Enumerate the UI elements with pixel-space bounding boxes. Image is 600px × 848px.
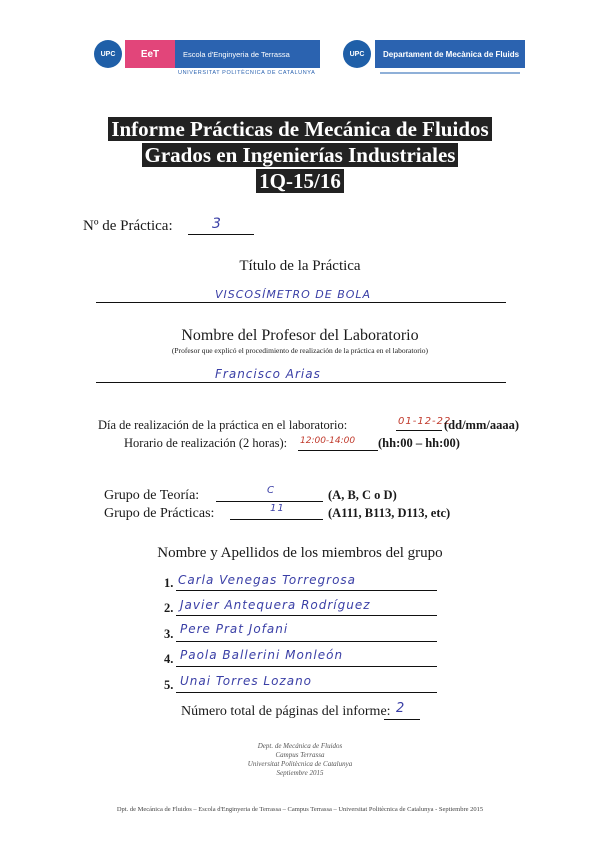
member-line [176, 615, 437, 616]
department-underline [380, 72, 520, 74]
member-name: Unai Torres Lozano [180, 674, 313, 688]
date-line [396, 430, 442, 431]
pages-label: Número total de páginas del informe: [181, 704, 391, 719]
pages-value: 2 [396, 701, 406, 716]
practice-number-line [188, 234, 254, 235]
stamp-line-2: Campus Terrassa [275, 751, 325, 759]
member-line [176, 666, 437, 667]
eet-logo: EeT [125, 40, 175, 68]
stamp-line-4: Septiembre 2015 [276, 769, 324, 777]
stamp-line-1: Dept. de Mecánica de Fluidos [257, 742, 343, 750]
upc-logo-left: UPC [94, 40, 122, 68]
member-number: 2. [164, 601, 174, 615]
member-line [176, 590, 437, 591]
theory-group-line [216, 501, 323, 502]
school-banner: Escola d'Enginyeria de Terrassa [175, 40, 320, 68]
university-subtitle: UNIVERSITAT POLITÈCNICA DE CATALUNYA [178, 70, 316, 76]
practice-title-label: Título de la Práctica [239, 258, 361, 274]
member-line [176, 641, 437, 642]
member-number: 1. [164, 576, 174, 590]
practice-number-value: 3 [212, 216, 222, 232]
date-label: Día de realización de la práctica en el laboratorio: [98, 418, 348, 432]
member-number: 4. [164, 652, 174, 666]
practice-group-value: 11 [270, 503, 285, 514]
member-name: Javier Antequera Rodríguez [180, 598, 371, 612]
practice-group-line [230, 519, 323, 520]
member-name: Carla Venegas Torregrosa [178, 573, 357, 587]
schedule-line [298, 450, 378, 451]
department-banner: Departament de Mecànica de Fluids [375, 40, 525, 68]
stamp-line-3: Universitat Politècnica de Catalunya [247, 760, 353, 768]
member-name: Pere Prat Jofani [180, 622, 289, 636]
title-line-1: Informe Prácticas de Mecánica de Fluidos [0, 117, 600, 141]
schedule-value: 12:00-14:00 [300, 436, 356, 446]
professor-value: Francisco Arias [215, 367, 321, 381]
page-footer: Dpt. de Mecánica de Fluidos – Escola d'Enginyeria de Terrassa – Campus Terrassa – Universitat Politècnica de Catalunya - Septiembre 2015 [116, 806, 484, 813]
schedule-label: Horario de realización (2 horas): [124, 436, 288, 450]
professor-note: (Profesor que explicó el procedimiento de realización de la práctica en el laboratorio) [171, 346, 429, 355]
pages-line [384, 719, 420, 720]
member-line [176, 692, 437, 693]
professor-line [96, 382, 506, 383]
practice-title-value: VISCOSÍMETRO DE BOLA [215, 288, 372, 301]
practice-group-hint: (A111, B113, D113, etc) [328, 506, 451, 520]
theory-group-hint: (A, B, C o D) [328, 488, 397, 502]
professor-label: Nombre del Profesor del Laboratorio [181, 327, 419, 344]
member-number: 5. [164, 678, 174, 692]
upc-logo-right: UPC [343, 40, 371, 68]
title-line-2: Grados en Ingenierías Industriales [0, 143, 600, 167]
practice-number-label: Nº de Práctica: [83, 218, 173, 234]
member-number: 3. [164, 627, 174, 641]
practice-title-line [96, 302, 506, 303]
practice-group-label: Grupo de Prácticas: [104, 506, 215, 521]
theory-group-label: Grupo de Teoría: [104, 488, 200, 503]
date-format: (dd/mm/aaaa) [444, 418, 519, 432]
members-label: Nombre y Apellidos de los miembros del grupo [157, 545, 443, 561]
member-name: Paola Ballerini Monleón [180, 648, 344, 662]
title-line-3: 1Q-15/16 [0, 169, 600, 193]
theory-group-value: C [267, 485, 275, 496]
date-value: 01-12-22 [398, 416, 452, 427]
schedule-format: (hh:00 – hh:00) [378, 436, 460, 450]
